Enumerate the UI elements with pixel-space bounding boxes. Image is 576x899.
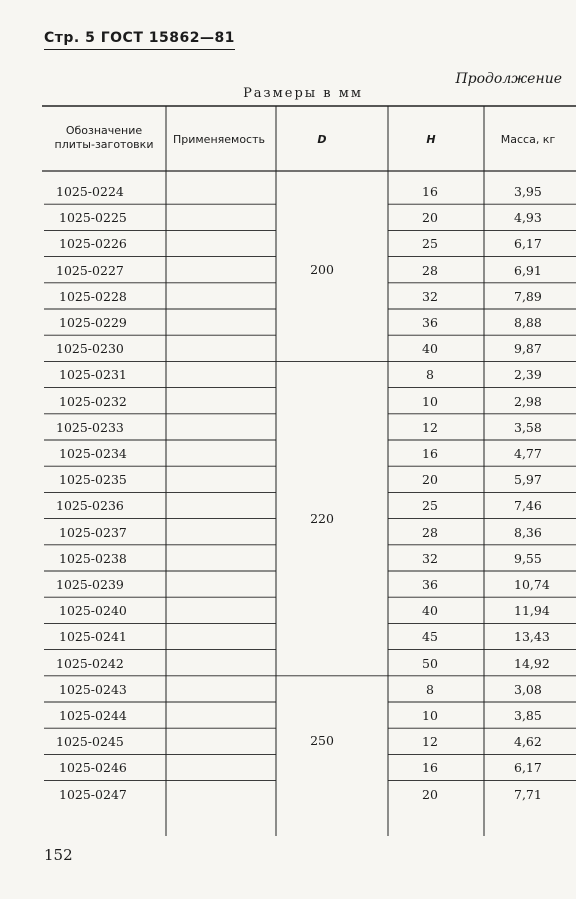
- row-designation: 1025-0241: [59, 629, 127, 645]
- row-mass: 2,39: [514, 367, 542, 383]
- row-designation: 1025-0233: [56, 419, 124, 435]
- row-designation: 1025-0234: [59, 446, 127, 461]
- row-designation: 1025-0243: [59, 681, 127, 697]
- row-designation: 1025-0226: [59, 236, 127, 252]
- row-designation: 1025-0237: [59, 524, 127, 540]
- row-designation: 1025-0240: [59, 603, 127, 619]
- row-designation: 1025-0224: [56, 184, 124, 199]
- row-mass: 6,17: [514, 236, 542, 252]
- row-mass: 3,85: [514, 708, 542, 723]
- row-mass: 3,08: [514, 681, 542, 697]
- row-h: 16: [422, 184, 438, 199]
- row-h: 12: [422, 734, 438, 750]
- row-mass: 6,91: [514, 262, 542, 278]
- col-header-mass: Масса, кг: [500, 133, 556, 146]
- row-h: 32: [422, 288, 438, 304]
- row-designation: 1025-0235: [59, 472, 127, 488]
- row-h: 40: [422, 603, 438, 619]
- col-header-d: D: [317, 133, 327, 146]
- row-mass: 9,87: [514, 341, 542, 357]
- row-mass: 4,77: [514, 446, 542, 461]
- units-caption: Размеры в мм: [243, 86, 363, 101]
- row-h: 36: [422, 315, 438, 330]
- row-mass: 7,89: [514, 288, 542, 304]
- row-designation: 1025-0229: [59, 315, 127, 330]
- row-designation: 1025-0242: [56, 655, 124, 671]
- row-designation: 1025-0244: [59, 708, 127, 723]
- row-designation: 1025-0236: [56, 498, 124, 514]
- row-h: 8: [426, 367, 434, 383]
- row-mass: 4,93: [514, 210, 542, 226]
- row-designation: 1025-0245: [56, 734, 124, 750]
- page-number: 152: [44, 846, 73, 864]
- row-mass: 13,43: [514, 629, 550, 645]
- row-h: 50: [422, 655, 438, 671]
- row-designation: 1025-0228: [59, 288, 127, 304]
- row-h: 20: [422, 210, 438, 226]
- row-h: 45: [422, 629, 438, 645]
- row-mass: 9,55: [514, 550, 542, 566]
- row-designation: 1025-0238: [59, 550, 127, 566]
- row-mass: 14,92: [514, 655, 550, 671]
- row-h: 10: [422, 393, 438, 409]
- col-header-applicability: Применяемость: [172, 133, 265, 146]
- row-mass: 6,17: [514, 760, 542, 776]
- row-mass: 7,46: [514, 498, 542, 514]
- row-h: 20: [422, 786, 438, 802]
- row-designation: 1025-0246: [59, 760, 127, 776]
- row-designation: 1025-0227: [56, 262, 124, 278]
- row-mass: 8,36: [514, 524, 542, 540]
- d-group-value: 250: [310, 733, 334, 749]
- row-designation: 1025-0225: [59, 210, 127, 226]
- row-h: 25: [422, 236, 438, 252]
- row-designation: 1025-0232: [59, 393, 127, 409]
- d-group-value: 200: [310, 261, 334, 277]
- row-h: 36: [422, 577, 438, 592]
- row-h: 28: [422, 262, 438, 278]
- row-designation: 1025-0230: [56, 341, 124, 357]
- row-h: 8: [426, 681, 434, 697]
- row-designation: 1025-0239: [56, 577, 124, 592]
- row-designation: 1025-0247: [59, 786, 127, 802]
- col-header-h: H: [426, 133, 436, 146]
- row-mass: 11,94: [514, 603, 550, 619]
- row-h: 28: [422, 524, 438, 540]
- page-header: Стр. 5 ГОСТ 15862—81: [44, 30, 235, 50]
- row-mass: 3,58: [514, 419, 542, 435]
- row-mass: 10,74: [514, 577, 550, 592]
- row-h: 12: [422, 419, 438, 435]
- row-mass: 7,71: [514, 786, 542, 802]
- row-designation: 1025-0231: [59, 367, 127, 383]
- continuation-label: Продолжение: [455, 71, 562, 87]
- row-h: 16: [422, 760, 438, 776]
- row-mass: 4,62: [514, 734, 542, 750]
- col-header-designation: Обозначение плиты-заготовки: [54, 124, 154, 151]
- row-h: 40: [422, 341, 438, 357]
- row-mass: 5,97: [514, 472, 542, 488]
- row-mass: 8,88: [514, 315, 542, 330]
- row-h: 10: [422, 708, 438, 723]
- row-h: 20: [422, 472, 438, 488]
- d-group-value: 220: [310, 510, 334, 526]
- row-h: 16: [422, 446, 438, 461]
- row-h: 25: [422, 498, 438, 514]
- row-h: 32: [422, 550, 438, 566]
- row-mass: 2,98: [514, 393, 542, 409]
- row-mass: 3,95: [514, 184, 542, 199]
